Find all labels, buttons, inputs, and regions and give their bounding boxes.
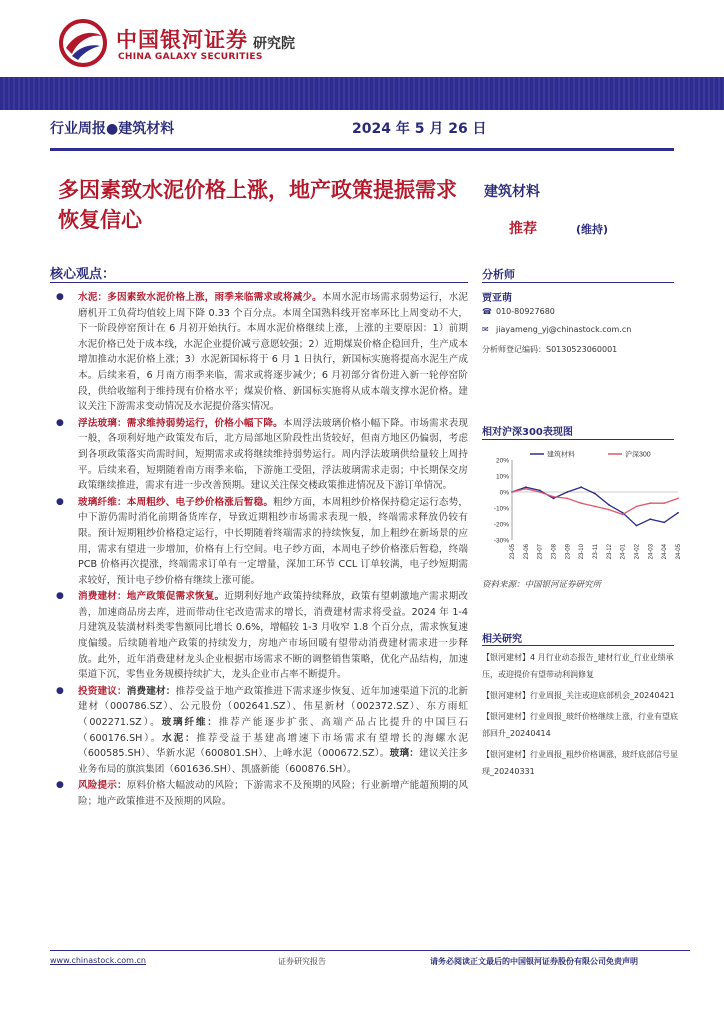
y-tick-label: 0% bbox=[499, 489, 509, 497]
legend-label: 沪深300 bbox=[625, 451, 651, 459]
data-point bbox=[608, 504, 610, 506]
data-point bbox=[594, 506, 596, 508]
item-text: 推荐受益于地产政策推进下需求逐步恢复、近年加速渠道下沉的北新建材（000786.SZ）、公元股份（002641.SZ）、伟星新材（002372.SZ）、东方雨虹（002271.SZ）。 bbox=[78, 685, 469, 729]
item-text: 建议关注多业务布局的旗滨集团（601636.SH）、凯盛新能（600876.SH）。 bbox=[78, 748, 469, 775]
list-item bbox=[50, 778, 468, 809]
data-point bbox=[677, 512, 679, 514]
data-point bbox=[525, 488, 527, 490]
bullet-icon: ● bbox=[56, 780, 64, 791]
data-point bbox=[677, 498, 679, 500]
x-tick-label: 23-06 bbox=[523, 544, 530, 560]
bullet-icon: ● bbox=[56, 591, 64, 602]
related-item[interactable]: 【银河建材】4 月行业动态报告_建材行业_行业业绩承压，或迎提价有望带动利润修复 bbox=[482, 653, 674, 679]
y-tick-label: -10% bbox=[493, 505, 509, 513]
item-subhead: 玻璃纤维： bbox=[161, 717, 219, 729]
footer-center: 证券研究报告 bbox=[278, 957, 326, 966]
galaxy-logo-icon bbox=[58, 18, 108, 68]
x-tick-label: 23-11 bbox=[593, 544, 599, 559]
item-text: 推荐受益于基建高增速下市场需求有望增长的海螺水泥（600585.SH）、华新水泥（600801.SH）、上峰水泥（000672.SZ）。 bbox=[78, 732, 469, 760]
core-divider bbox=[50, 282, 468, 283]
data-point bbox=[608, 509, 610, 511]
company-name-en: CHINA GALAXY SECURITIES bbox=[118, 52, 263, 62]
data-point bbox=[580, 486, 582, 488]
report-date: 2024 年 5 月 26 日 bbox=[352, 121, 487, 137]
data-point bbox=[649, 502, 651, 504]
bullet-icon: ● bbox=[56, 685, 64, 696]
y-tick-label: -30% bbox=[493, 537, 509, 545]
footer-divider bbox=[50, 950, 690, 951]
analyst-phone bbox=[482, 307, 555, 316]
list-item bbox=[50, 589, 468, 683]
x-tick-label: 23-07 bbox=[537, 544, 544, 560]
data-point bbox=[553, 496, 555, 498]
chart-divider bbox=[482, 439, 674, 440]
x-tick-label: 23-09 bbox=[565, 544, 572, 560]
legend-label: 建筑材料 bbox=[547, 451, 575, 459]
related-list bbox=[482, 649, 682, 784]
related-item[interactable]: 【银河建材】行业周报_玻纤价格继续上涨，行业有望底部回升_20240414 bbox=[482, 712, 678, 738]
data-point bbox=[511, 491, 513, 493]
page-title: 多因素致水泥价格上涨，地产政策提振需求恢复信心 bbox=[58, 178, 457, 232]
item-subhead: 玻璃： bbox=[389, 748, 420, 760]
data-point bbox=[594, 493, 596, 495]
item-lead: 浮法玻璃：需求维持弱势运行，价格小幅下降。 bbox=[78, 417, 283, 429]
data-point bbox=[566, 498, 568, 500]
header-divider bbox=[50, 148, 674, 151]
item-subhead: 消费建材： bbox=[126, 685, 176, 697]
x-tick-label: 24-03 bbox=[648, 544, 655, 560]
item-text: 粗纱方面，本周粗纱价格保持稳定运行态势，中下游仍需时消化前期备货库存，导致近期粗纱市场需求表现一般，终端需求释放仍较有限。预计短期粗纱价格稳定运行，中长期随着终端需求的持续恢复，加上粗纱在新场景的应用，需求有望进一步增加，价格有上行空间。电子纱方面，本周电子纱价格涨后暂稳，终端 PCB 价格再次提涨，终端需求订单有一定增量，深加工环节 CCL 订单较满，电子纱短期需求较好，预计电子纱价格有继续上涨可能。 bbox=[78, 496, 469, 586]
bullet-icon: ● bbox=[56, 496, 64, 507]
related-heading: 相关研究 bbox=[482, 634, 522, 645]
list-item bbox=[50, 290, 468, 415]
analyst-name: 贾亚萌 bbox=[482, 293, 512, 304]
item-lead: 风险提示： bbox=[78, 780, 127, 792]
relative-performance-chart bbox=[482, 448, 682, 576]
x-tick-label: 23-08 bbox=[551, 544, 558, 560]
related-divider bbox=[482, 645, 674, 646]
related-item[interactable]: 【银河建材】行业周报_粗纱价格调涨，玻纤底部信号显现_20240331 bbox=[482, 750, 678, 776]
bullet-icon: ● bbox=[56, 417, 64, 428]
data-point bbox=[649, 518, 651, 520]
item-lead: 投资建议： bbox=[78, 685, 127, 697]
x-tick-label: 24-01 bbox=[620, 544, 627, 560]
item-text: 本周水泥市场需求弱势运行，水泥磨机开工负荷均值较上周下降 0.33 个百分点。本周全国熟料线开窑率环比上周变动不大，下一阶段停窑预计在 6 月初开始执行。本周水泥价格继续上涨，上涨的主要原因：1）前期水泥价格已处于成本线，水泥企业提价减亏意愿较强；2）近期煤炭价格企稳回升，生产成本增加推动水泥价格上涨；3）水泥新国标将于 6 月 1 日执行，新国标实施将提高水泥生产成本。后续来看，6 月南方雨季来临，需求或将逐步减少；6 月初部分省份进入新一轮停窑阶段，供给收缩利于维持现有价格水平；煤炭价格、新国标实施将从成本端支撑水泥价格。建议关注下游需求变动情况及水泥提价落实情况。 bbox=[78, 292, 469, 413]
x-tick-label: 23-10 bbox=[579, 544, 586, 560]
data-point bbox=[539, 491, 541, 493]
company-logo bbox=[58, 18, 358, 70]
list-item bbox=[50, 495, 468, 589]
x-tick-label: 24-04 bbox=[662, 544, 669, 560]
x-tick-label: 24-02 bbox=[634, 544, 641, 560]
data-point bbox=[525, 486, 527, 488]
rating-label: 推荐 bbox=[509, 221, 537, 237]
y-tick-label: 10% bbox=[495, 473, 509, 481]
list-item bbox=[50, 416, 468, 494]
footer-disclaimer: 请务必阅读正文最后的中国银河证券股份有限公司免责声明 bbox=[430, 957, 638, 966]
chart-source: 资料来源：中国银河证券研究所 bbox=[482, 580, 602, 590]
data-point bbox=[663, 522, 665, 524]
item-lead: 水泥：多因素致水泥价格上涨，雨季来临需求或将减少。 bbox=[78, 292, 322, 303]
item-subhead: 水泥： bbox=[162, 732, 197, 744]
data-point bbox=[553, 498, 555, 500]
analyst-divider bbox=[482, 282, 674, 283]
list-item bbox=[50, 684, 468, 778]
company-name-cn: 中国银河证券 bbox=[116, 28, 248, 52]
x-tick-label: 23-12 bbox=[606, 544, 613, 560]
institute-label: 研究院 bbox=[253, 36, 295, 52]
data-point bbox=[636, 506, 638, 508]
item-lead: 消费建材：地产政策促需求恢复。 bbox=[78, 591, 225, 603]
x-tick-label: 24-05 bbox=[676, 544, 682, 560]
data-point bbox=[566, 491, 568, 493]
item-text: 本周浮法玻璃价格小幅下降。市场需求表现一般，各项利好地产政策发布后，北方局部地区阶段性出货较好，但南方地区仍偏弱，考虑到各项政策落实尚需时间，短期需求或将继续维持弱势运行。周内浮法玻璃供给量较上周持平。后续来看，短期随着南方雨季来临，下游施工受阻，浮法玻璃需求走弱；中长期保交房政策继续推进，需求有进一步改善预期。建议关注保交楼政策推进情况及下游订单情况。 bbox=[78, 417, 469, 492]
phone-number: 010-80927680 bbox=[496, 307, 555, 316]
data-point bbox=[539, 490, 541, 492]
data-point bbox=[636, 525, 638, 527]
report-type: 行业周报●建筑材料 bbox=[50, 121, 175, 137]
data-point bbox=[622, 514, 624, 516]
series-line bbox=[512, 489, 678, 515]
footer-website[interactable]: www.chinastock.com.cn bbox=[50, 956, 146, 965]
data-point bbox=[663, 502, 665, 504]
chart-heading: 相对沪深300表现图 bbox=[482, 427, 573, 438]
y-tick-label: -20% bbox=[493, 521, 509, 529]
bullet-icon: ● bbox=[56, 292, 64, 302]
analyst-heading: 分析师 bbox=[482, 268, 515, 281]
rating-change: (维持) bbox=[576, 223, 609, 236]
item-lead: 玻璃纤维：本周粗纱、电子纱价格涨后暂稳。 bbox=[78, 496, 274, 508]
phone-icon: ☎ bbox=[482, 307, 492, 316]
sector-label: 建筑材料 bbox=[484, 184, 540, 200]
analyst-email bbox=[482, 325, 631, 334]
core-views-list bbox=[50, 290, 468, 811]
item-text: 推荐产能逐步扩张、高端产品占比提升的中国巨石（600176.SH）。 bbox=[78, 717, 468, 744]
item-text: 近期利好地产政策持续释放，政策有望刺激地产需求期改善，加速商品房去库，进而带动住宅改造需求的增长，消费建材需求将受益。2024 年 1-4 月建筑及装潢材料类零售额同比增长 0.6%，增幅较 1-3 月收窄 1.8 个百分点，需求恢复速度偏缓。后续随着地产政策的持续发力，房地产市场回暖有望带动消费建材需求进一步释放。此外，近年消费建材龙头企业根据市场需求不断的调整销售策略，优化产品结构，加速渠道下沉，零售业务规模持续扩大，龙头企业市占率不断提升。 bbox=[78, 591, 469, 681]
core-views-heading: 核心观点： bbox=[50, 267, 116, 282]
email-link[interactable]: jiayameng_yj@chinastock.com.cn bbox=[496, 325, 632, 334]
x-tick-label: 23-05 bbox=[510, 544, 516, 560]
item-text: 原料价格大幅波动的风险；下游需求不及预期的风险；行业新增产能超预期的风险；地产政策推进不及预期的风险。 bbox=[78, 780, 469, 807]
related-item[interactable]: 【银河建材】行业周报_关注或迎底部机会_20240421 bbox=[482, 691, 675, 700]
data-point bbox=[580, 502, 582, 504]
mail-icon: ✉ bbox=[482, 325, 489, 334]
y-tick-label: 20% bbox=[495, 457, 509, 465]
analyst-license: 分析师登记编码：S0130523060001 bbox=[482, 345, 618, 354]
